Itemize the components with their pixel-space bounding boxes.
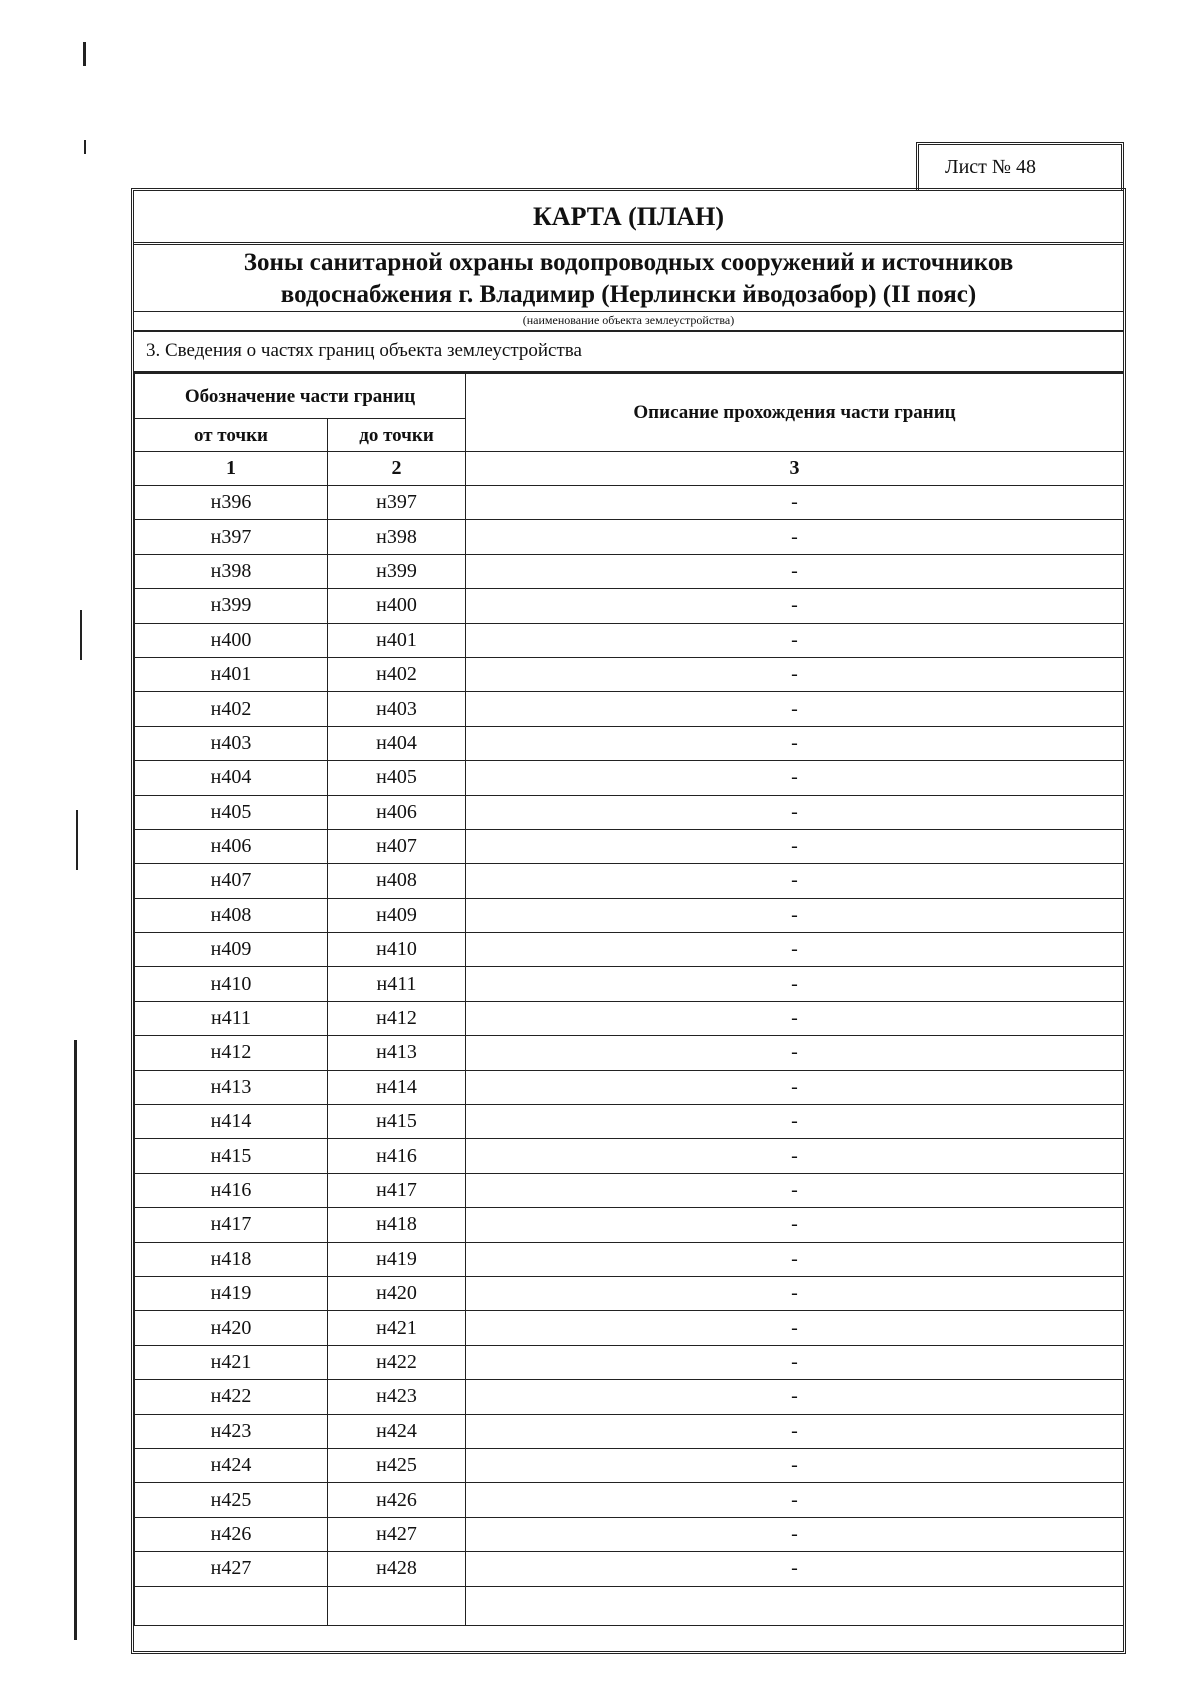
empty-cell xyxy=(328,1586,466,1625)
document-frame xyxy=(131,188,1126,1654)
description-cell: - xyxy=(466,657,1124,691)
to-point-header: до точки xyxy=(328,419,466,452)
table-row xyxy=(135,657,1124,691)
to-point-cell: н424 xyxy=(328,1414,466,1448)
to-point-cell: н407 xyxy=(328,829,466,863)
from-point-cell: н416 xyxy=(135,1173,328,1207)
to-point-cell: н401 xyxy=(328,623,466,657)
document-title: КАРТА (ПЛАН) xyxy=(134,191,1123,245)
from-point-cell: н398 xyxy=(135,554,328,588)
description-cell: - xyxy=(466,1001,1124,1035)
description-cell: - xyxy=(466,864,1124,898)
description-cell: - xyxy=(466,1036,1124,1070)
from-point-cell: н419 xyxy=(135,1276,328,1310)
column-number: 1 xyxy=(135,452,328,486)
scan-artifact xyxy=(80,610,82,660)
from-point-cell: н424 xyxy=(135,1448,328,1482)
description-cell: - xyxy=(466,1483,1124,1517)
from-point-cell: н405 xyxy=(135,795,328,829)
sheet-number xyxy=(916,142,1124,190)
description-header: Описание прохождения части границ xyxy=(466,374,1124,452)
table-row-empty xyxy=(135,1586,1124,1625)
from-point-cell: н427 xyxy=(135,1552,328,1586)
table-row xyxy=(135,898,1124,932)
to-point-cell: н402 xyxy=(328,657,466,691)
from-point-cell: н423 xyxy=(135,1414,328,1448)
description-cell: - xyxy=(466,1173,1124,1207)
description-cell: - xyxy=(466,1139,1124,1173)
to-point-cell: н428 xyxy=(328,1552,466,1586)
to-point-cell: н413 xyxy=(328,1036,466,1070)
table-row xyxy=(135,1242,1124,1276)
description-cell: - xyxy=(466,1208,1124,1242)
table-row xyxy=(135,692,1124,726)
table-row xyxy=(135,761,1124,795)
to-point-cell: н416 xyxy=(328,1139,466,1173)
from-point-cell: н411 xyxy=(135,1001,328,1035)
object-name-line1: Зоны санитарной охраны водопроводных сооружений и источников xyxy=(243,249,1014,276)
description-cell: - xyxy=(466,1345,1124,1379)
to-point-cell: н411 xyxy=(328,967,466,1001)
table-row xyxy=(135,486,1124,520)
table-row xyxy=(135,1311,1124,1345)
description-cell: - xyxy=(466,589,1124,623)
description-cell: - xyxy=(466,623,1124,657)
table-row xyxy=(135,1070,1124,1104)
table-row xyxy=(135,1173,1124,1207)
to-point-cell: н398 xyxy=(328,520,466,554)
from-point-cell: н426 xyxy=(135,1517,328,1551)
table-row xyxy=(135,829,1124,863)
table-row xyxy=(135,1105,1124,1139)
table-row xyxy=(135,520,1124,554)
from-point-cell: н420 xyxy=(135,1311,328,1345)
table-row xyxy=(135,795,1124,829)
from-point-cell: н407 xyxy=(135,864,328,898)
boundary-parts-table xyxy=(134,373,1124,1626)
table-row xyxy=(135,1001,1124,1035)
column-numbers-row xyxy=(135,452,1124,486)
to-point-cell: н417 xyxy=(328,1173,466,1207)
table-header-row xyxy=(135,374,1124,419)
group-header: Обозначение части границ xyxy=(135,374,466,419)
table-row xyxy=(135,1036,1124,1070)
table-row xyxy=(135,1345,1124,1379)
table-row xyxy=(135,589,1124,623)
scan-artifact xyxy=(83,42,86,66)
description-cell: - xyxy=(466,761,1124,795)
description-cell: - xyxy=(466,829,1124,863)
scan-artifact xyxy=(84,140,86,154)
description-cell: - xyxy=(466,1448,1124,1482)
to-point-cell: н420 xyxy=(328,1276,466,1310)
sheet-number-label: Лист № 48 xyxy=(945,156,1036,178)
description-cell: - xyxy=(466,692,1124,726)
table-row xyxy=(135,864,1124,898)
from-point-cell: н408 xyxy=(135,898,328,932)
description-cell: - xyxy=(466,520,1124,554)
table-row xyxy=(135,1276,1124,1310)
description-cell: - xyxy=(466,554,1124,588)
to-point-cell: н421 xyxy=(328,1311,466,1345)
from-point-cell: н400 xyxy=(135,623,328,657)
description-cell: - xyxy=(466,1414,1124,1448)
description-cell: - xyxy=(466,967,1124,1001)
to-point-cell: н408 xyxy=(328,864,466,898)
to-point-cell: н426 xyxy=(328,1483,466,1517)
from-point-cell: н410 xyxy=(135,967,328,1001)
table-row xyxy=(135,1208,1124,1242)
description-cell: - xyxy=(466,486,1124,520)
to-point-cell: н403 xyxy=(328,692,466,726)
to-point-cell: н404 xyxy=(328,726,466,760)
from-point-cell: н401 xyxy=(135,657,328,691)
to-point-cell: н427 xyxy=(328,1517,466,1551)
description-cell: - xyxy=(466,1276,1124,1310)
table-row xyxy=(135,1483,1124,1517)
table-row xyxy=(135,726,1124,760)
from-point-cell: н412 xyxy=(135,1036,328,1070)
table-body xyxy=(135,486,1124,1626)
table-row xyxy=(135,1448,1124,1482)
to-point-cell: н409 xyxy=(328,898,466,932)
to-point-cell: н418 xyxy=(328,1208,466,1242)
table-row xyxy=(135,623,1124,657)
scan-artifact xyxy=(76,810,78,870)
from-point-cell: н421 xyxy=(135,1345,328,1379)
scan-artifact xyxy=(74,1040,77,1640)
description-cell: - xyxy=(466,1517,1124,1551)
from-point-header: от точки xyxy=(135,419,328,452)
description-cell: - xyxy=(466,1105,1124,1139)
to-point-cell: н415 xyxy=(328,1105,466,1139)
description-cell: - xyxy=(466,1311,1124,1345)
from-point-cell: н414 xyxy=(135,1105,328,1139)
to-point-cell: н423 xyxy=(328,1380,466,1414)
empty-cell xyxy=(466,1586,1124,1625)
object-name xyxy=(134,245,1123,311)
table-row xyxy=(135,933,1124,967)
from-point-cell: н418 xyxy=(135,1242,328,1276)
from-point-cell: н422 xyxy=(135,1380,328,1414)
to-point-cell: н400 xyxy=(328,589,466,623)
table-row xyxy=(135,1552,1124,1586)
table-row xyxy=(135,554,1124,588)
description-cell: - xyxy=(466,795,1124,829)
from-point-cell: н397 xyxy=(135,520,328,554)
from-point-cell: н415 xyxy=(135,1139,328,1173)
from-point-cell: н417 xyxy=(135,1208,328,1242)
from-point-cell: н409 xyxy=(135,933,328,967)
from-point-cell: н396 xyxy=(135,486,328,520)
column-number: 3 xyxy=(466,452,1124,486)
description-cell: - xyxy=(466,1380,1124,1414)
from-point-cell: н413 xyxy=(135,1070,328,1104)
from-point-cell: н404 xyxy=(135,761,328,795)
table-row xyxy=(135,1414,1124,1448)
to-point-cell: н406 xyxy=(328,795,466,829)
to-point-cell: н397 xyxy=(328,486,466,520)
description-cell: - xyxy=(466,1242,1124,1276)
from-point-cell: н403 xyxy=(135,726,328,760)
from-point-cell: н425 xyxy=(135,1483,328,1517)
from-point-cell: н402 xyxy=(135,692,328,726)
to-point-cell: н410 xyxy=(328,933,466,967)
empty-cell xyxy=(135,1586,328,1625)
from-point-cell: н406 xyxy=(135,829,328,863)
to-point-cell: н412 xyxy=(328,1001,466,1035)
table-row xyxy=(135,1380,1124,1414)
description-cell: - xyxy=(466,898,1124,932)
table-row xyxy=(135,967,1124,1001)
object-name-caption: (наименование объекта землеустройства) xyxy=(134,311,1123,332)
description-cell: - xyxy=(466,1552,1124,1586)
table-row xyxy=(135,1139,1124,1173)
description-cell: - xyxy=(466,933,1124,967)
column-number: 2 xyxy=(328,452,466,486)
to-point-cell: н405 xyxy=(328,761,466,795)
to-point-cell: н419 xyxy=(328,1242,466,1276)
object-name-line2: водоснабжения г. Владимир (Нерлински йводозабор) (II пояс) xyxy=(280,281,977,308)
section-title: 3. Сведения о частях границ объекта землеустройства xyxy=(134,331,1123,373)
to-point-cell: н425 xyxy=(328,1448,466,1482)
from-point-cell: н399 xyxy=(135,589,328,623)
to-point-cell: н399 xyxy=(328,554,466,588)
to-point-cell: н414 xyxy=(328,1070,466,1104)
table-row xyxy=(135,1517,1124,1551)
to-point-cell: н422 xyxy=(328,1345,466,1379)
description-cell: - xyxy=(466,726,1124,760)
description-cell: - xyxy=(466,1070,1124,1104)
